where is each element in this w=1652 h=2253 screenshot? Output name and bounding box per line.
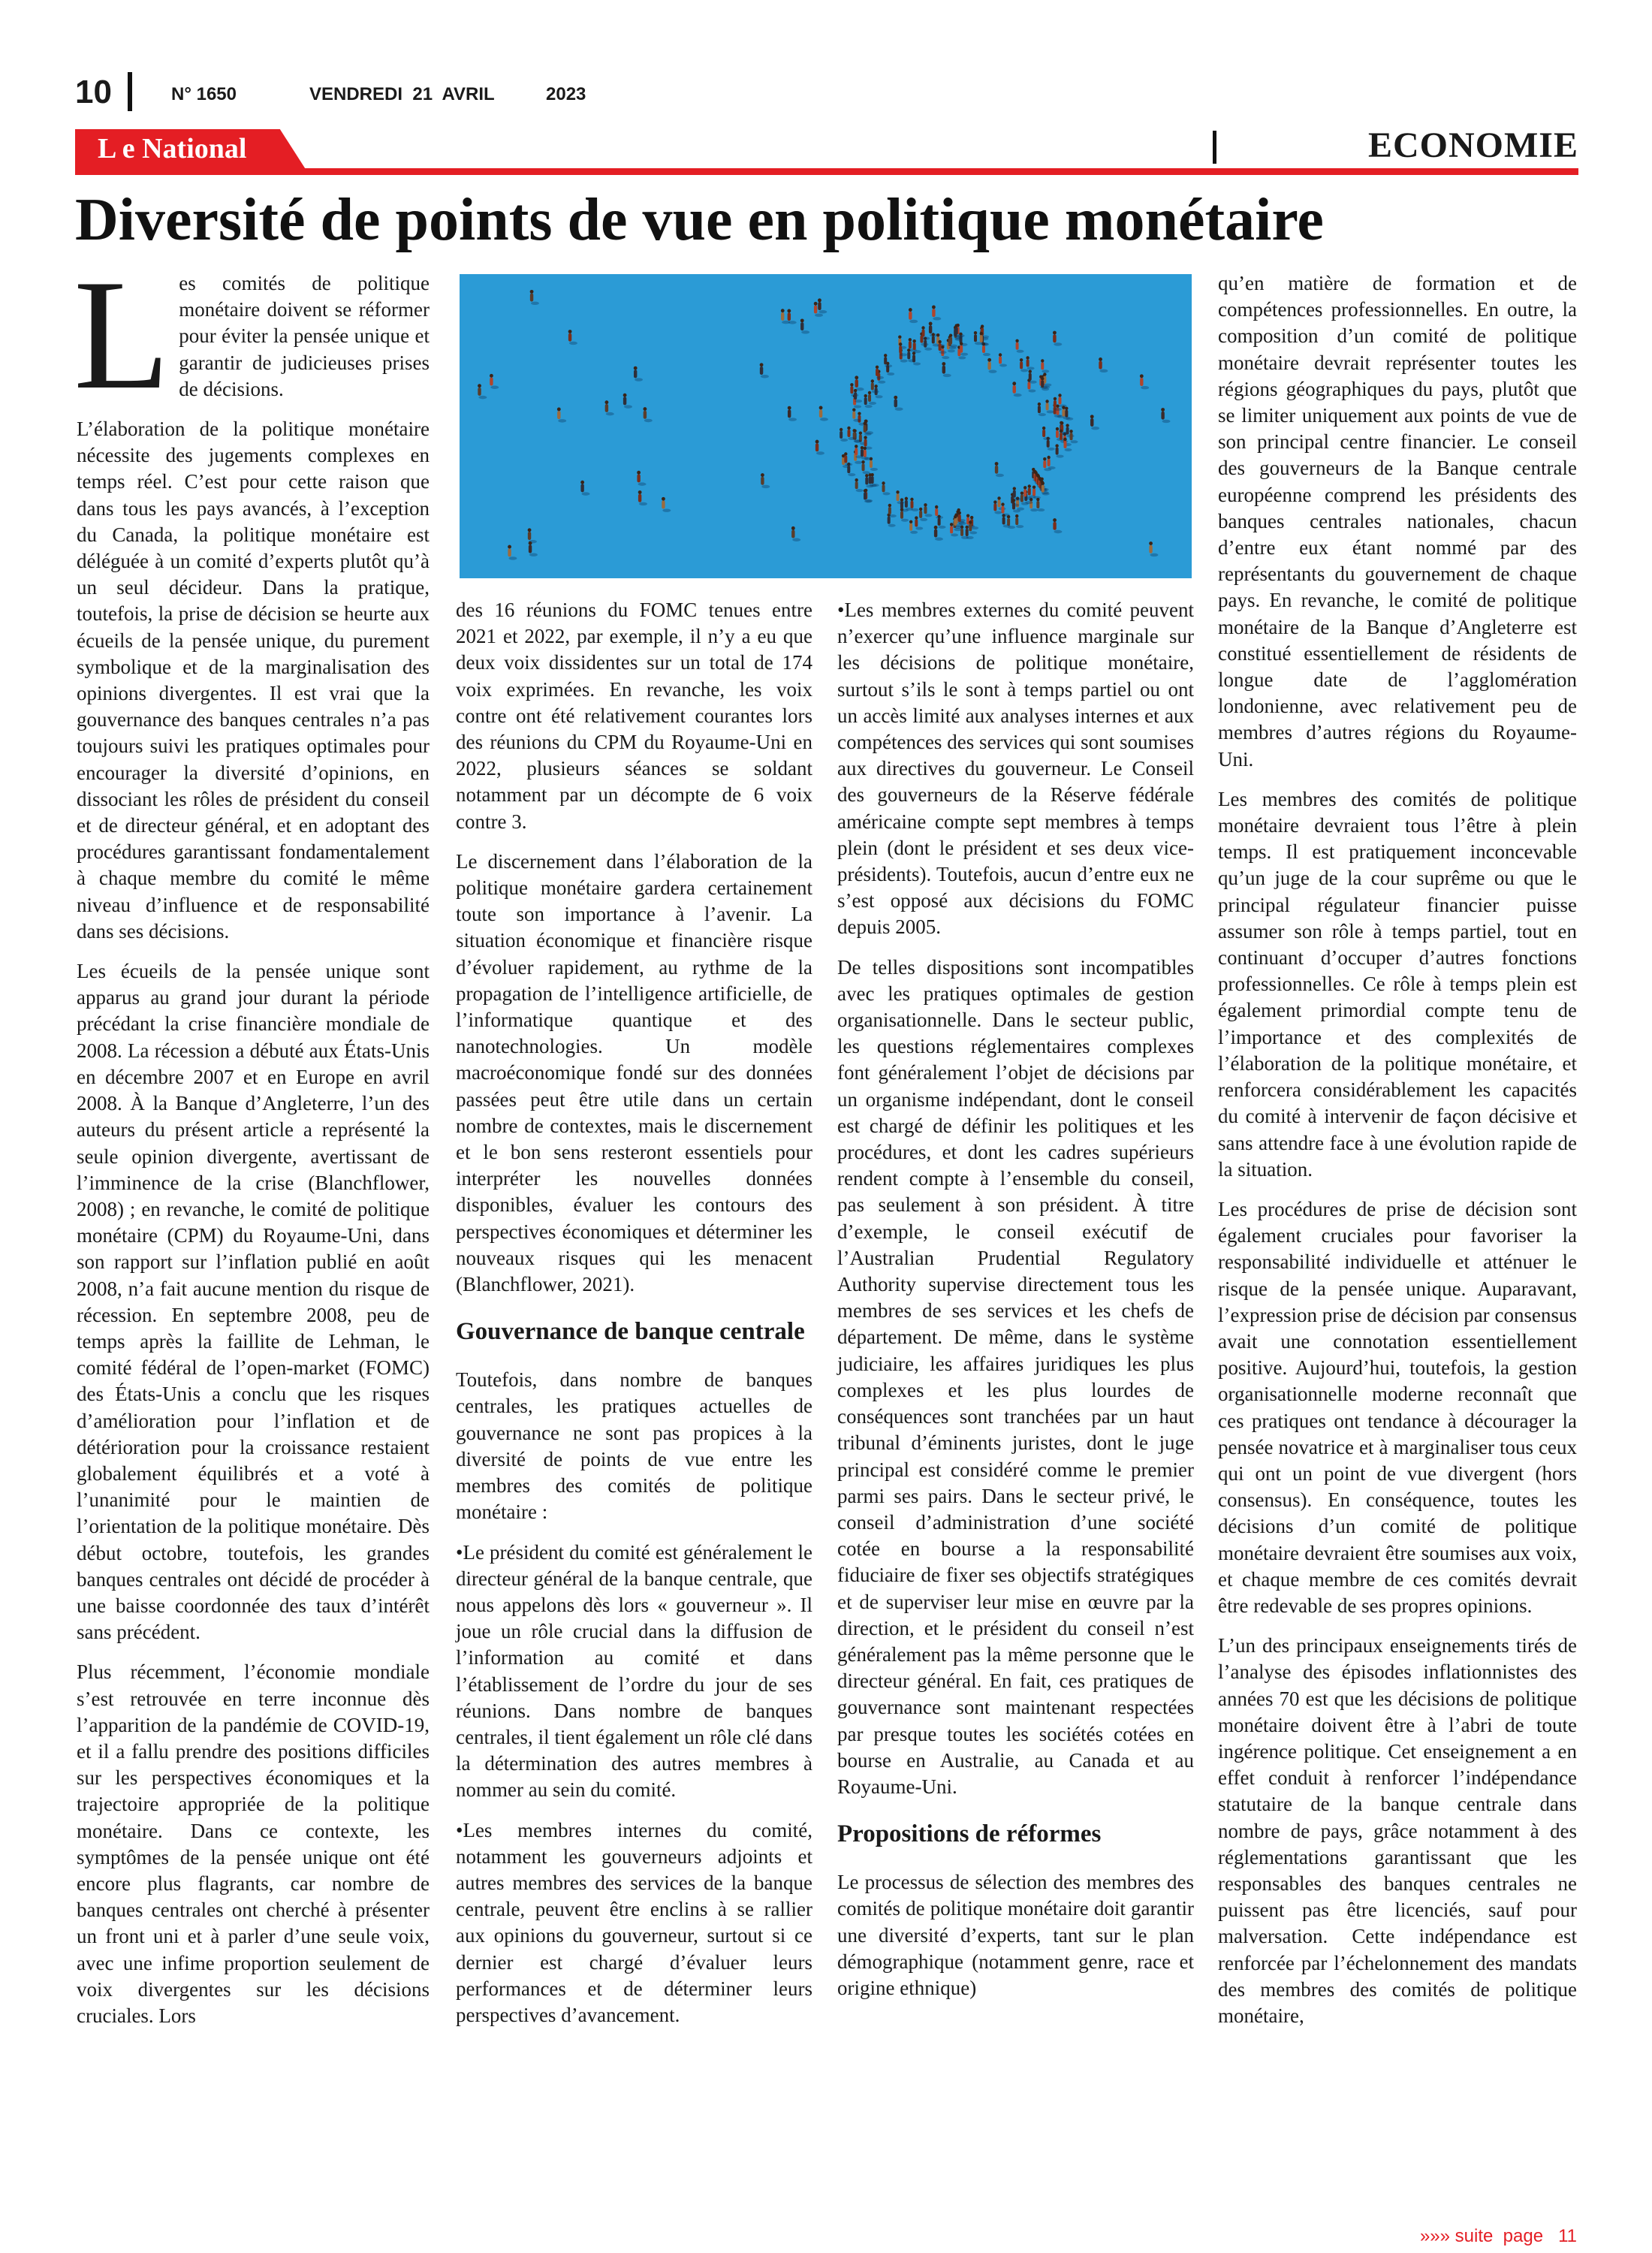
issue-year: 2023	[546, 84, 586, 104]
paragraph: Les écueils de la pensée unique sont apparus au grand jour durant la période précédant la crise financière mondiale de 2008. La récession a débuté aux États-Unis en décembre 2007 et en Europe en avril 2008. À la Banque d’Angleterre, l’un des auteurs du présent article a représenté la seule opinion divergente, avertissant de l’imminence de la crise (Blanchflower, 2008) ; en revanche, le comité de politique monétaire (CPM) du Royaume-Uni, dans son rapport sur l’inflation publié en août 2008, n’a fait aucune mention du risque de récession. En septembre 2008, peu de temps après la faillite de Lehman, le comité fédéral de l’open-market (FOMC) des États-Unis a conclu que les risques d’amélioration pour l’inflation et de détérioration pour la croissance restaient globalement équilibrés et a voté à l’unanimité pour le maintien de l’orientation de la politique monétaire. Dès début octobre, toutefois, les grandes banques centrales ont décidé de procéder à une baisse coordonnée des taux d’intérêt sans précédent.	[77, 960, 430, 1644]
issue-number: N° 1650	[171, 84, 237, 104]
column-1	[74, 248, 430, 2043]
paragraph: L’élaboration de la politique monétaire nécessite des jugements complexes en temps réel. C’est pour cette raison que dans tous les pays avancés, à l’exception du Canada, la politique monétaire est déléguée à un comité d’experts plutôt qu’à un seul décideur. Dans la pratique, toutefois, la prise de décision se heurte aux écueils de la pensée unique, du purement symbolique et de la marginalisation des opinions divergentes. Il est vrai que la gouvernance des banques centrales n’a pas toujours suivi les pratiques optimales pour encourager la diversité d’opinions, en dissociant les rôles de président du conseil et de directeur général, et en adoptant des procédures garantissant fondamentalement à chaque membre du comité le même niveau d’influence et de responsabilité dans ses décisions.	[77, 418, 430, 943]
paragraph: Le processus de sélection des membres des comités de politique monétaire doit garantir une diversité d’experts, tant sur le plan démographique (notamment genre, race et origine ethnique)	[837, 1871, 1194, 1999]
section-title: ECONOMIE	[1367, 125, 1578, 165]
subheading-propositions: Propositions de réformes	[837, 1820, 1102, 1848]
lead-paragraph: Les comités de politique monétaire doivent se réformer pour éviter la pensée unique et garantir de judicieuses prises de décisions.	[74, 248, 430, 422]
paragraph: Plus récemment, l’économie mondiale s’est retrouvée en terre inconnue dès l’apparition de la pandémie de COVID-19, et il a fallu prendre des positions difficiles sur les perspectives économiques et la trajectoire appropriée de la politique monétaire. Dans ce contexte, les symptômes de la pensée unique ont été encore plus flagrants, car nombre de banques centrales ont cherché à présenter un front uni et à parler d’une seule voix, avec une infime proportion seulement de voix divergentes sur les décisions cruciales. Lors	[77, 1660, 430, 2027]
bullet-paragraph: •Le président du comité est généralement le directeur général de la banque centrale, que nous appelons dès lors « gouverneur ». Il joue un rôle crucial dans la diffusion de l’information au comité et dans l’établissement de l’ordre du jour de ses réunions. Dans nombre de banques centrales, il tient également un rôle clé dans la détermination des autres membres à nommer au sein du comité.	[456, 1540, 812, 1802]
paragraph: des 16 réunions du FOMC tenues entre 2021 et 2022, par exemple, il n’y a eu que deux voix dissidentes sur un total de 174 voix exprimées. En revanche, les voix contre ont été relativement courantes lors des réunions du CPM du Royaume-Uni en 2022, plusieurs séances se soldant notamment par un décompte de 6 voix contre 3.	[456, 599, 812, 833]
column-3	[837, 597, 1194, 2015]
drop-cap: L	[74, 248, 170, 422]
column-2	[456, 597, 812, 2042]
paragraph: Les procédures de prise de décision sont également cruciales pour favoriser la responsabilité individuelle et atténuer le risque de la pensée unique. Auparavant, l’expression prise de décision par consensus avait une connotation essentiellement positive. Aujourd’hui, toutefois, la gestion organisationnelle moderne reconnaît que ces pratiques ont tendance à décourager la pensée novatrice et à marginaliser tous ceux qui ont un point de vue divergent (hors consensus). En conséquence, toutes les décisions d’un comité de politique monétaire devraient être soumises aux voix, et chaque membre de ces comités devrait être redevable de ses propres opinions.	[1218, 1197, 1577, 1617]
bullet-paragraph: •Les membres internes du comité, notamment les gouverneurs adjoints et autres membres des services de la banque centrale, peuvent être enclins à se rallier aux opinions du gouverneur, surtout si ce dernier est chargé d’évaluer leurs performances et de déterminer leurs perspectives d’avancement.	[456, 1818, 812, 2026]
column-4	[1218, 270, 1577, 2043]
page-number: 10	[75, 74, 112, 110]
header-rule	[75, 168, 1578, 175]
issue-date: VENDREDI 21 AVRIL	[309, 84, 495, 104]
paragraph: Les membres des comités de politique monétaire devraient tous l’être à plein temps. Il est pratiquement inconcevable qu’un juge de la cour suprême ou que le principal régulateur financier puisse assumer son rôle à temps partiel, tout en continuant d’occuper d’autres fonctions professionnelles. Ce rôle à temps plein est également primordial compte tenu de l’importance et des complexités de l’élaboration de la politique monétaire, et renforcera considérablement les capacités du comité à intervenir de façon décisive et sans attendre face à une évolution rapide de la situation.	[1218, 787, 1577, 1181]
continued-link[interactable]: »»» suite page 11	[1419, 2226, 1577, 2246]
paragraph: Le discernement dans l’élaboration de la politique monétaire gardera certainement toute son importance à l’avenir. La situation économique et financière risque d’évoluer rapidement, au rythme de la propagation de l’intelligence artificielle, de l’informatique quantique et des nanotechnologies. Un modèle macroéconomique fondé sur des données passées peut être utile dans un certain nombre de contextes, mais le discernement et le bon sens resteront essentiels pour interpréter les nouvelles données disponibles, évaluer les contours des perspectives économiques et déterminer les nouveaux risques qui les menacent (Blanchflower, 2021).	[456, 849, 812, 1296]
paragraph: qu’en matière de formation et de compétences professionnelles. En outre, la composition d’un comité de politique monétaire devrait représenter toutes les régions géographiques du pays, plutôt que se limiter uniquement aux points de vue de son principal centre financier. Le conseil des gouverneurs de la Banque centrale européenne comprend les présidents des banques centrales nationales, chacun d’entre eux étant nommé par des représentants du gouvernement de chaque pays. En revanche, le comité de politique monétaire de la Banque d’Angleterre est constitué essentiellement de résidents de longue date de l’agglomération londonienne, avec relativement peu de membres d’autres régions du Royaume-Uni.	[1218, 272, 1577, 771]
article-title: Diversité de points de vue en politique monétaire	[75, 187, 1324, 253]
crowd-illustration	[460, 274, 1192, 578]
bullet-paragraph: •Les membres externes du comité peuvent n’exercer qu’une influence marginale sur les décisions de politique monétaire, surtout s’ils le sont à temps partiel ou ont un accès limité aux analyses internes et aux compétences des services qui sont soumises aux directives du gouverneur. Le Conseil des gouverneurs de la Réserve fédérale américaine compte sept membres à temps plein (dont le président et ses deux vice-présidents). Toutefois, aucun d’entre eux ne s’est opposé aux décisions du FOMC depuis 2005.	[837, 599, 1194, 939]
page-number-divider	[128, 72, 132, 111]
paragraph: De telles dispositions sont incompatibles avec les pratiques optimales de gestion organisationnelle. Dans le secteur public, les questions réglementaires complexes font généralement l’objet de décisions par un organisme indépendant, dont le conseil est chargé de définir les politiques et les procédures, et dont les cadres supérieurs rendent compte à l’ensemble du conseil, pas seulement à son président. À titre d’exemple, le conseil exécutif de l’Australian Prudential Regulatory Authority supervise directement tous les membres de ses services et les chefs de département. De même, dans le système judiciaire, les affaires juridiques les plus complexes et les plus lourdes de conséquences sont tranchées par un haut tribunal d’éminents juristes, dont le juge principal est considéré comme le premier parmi ses pairs. Dans le secteur privé, le conseil d’administration d’une société cotée en bourse a la responsabilité fiduciaire de fixer ses objectifs stratégiques et de superviser leur mise en œuvre par la direction, et le président du conseil n’est généralement pas la même personne que le directeur général. En fait, ces pratiques de gouvernance sont maintenant respectées par presque toutes les sociétés cotées en bourse en Australie, au Canada et au Royaume-Uni.	[837, 955, 1194, 1798]
paragraph: L’un des principaux enseignements tirés de l’analyse des épisodes inflationnistes des années 70 est que les décisions de politique monétaire doivent être à l’abri de toute ingérence politique. Cet enseignement a en effet conduit à renforcer l’indépendance statutaire de la banque centrale dans nombre de pays, grâce notamment à des réglementations garantissant que les responsables des banques centrales ne puissent pas être licenciés, sauf pour malversation. Cette indépendance est renforcée par l’échelonnement des mandats des membres des comités de politique monétaire,	[1218, 1634, 1577, 2027]
crowd-circle-photo	[460, 274, 1192, 578]
subheading-gouvernance: Gouvernance de banque centrale	[456, 1318, 805, 1346]
section-divider	[1213, 131, 1216, 164]
publication-name: L e National	[98, 133, 247, 164]
paragraph: Toutefois, dans nombre de banques centrales, les pratiques actuelles de gouvernance ne sont pas propices à la diversité de points de vue entre les membres des comités de politique monétaire :	[456, 1368, 812, 1524]
